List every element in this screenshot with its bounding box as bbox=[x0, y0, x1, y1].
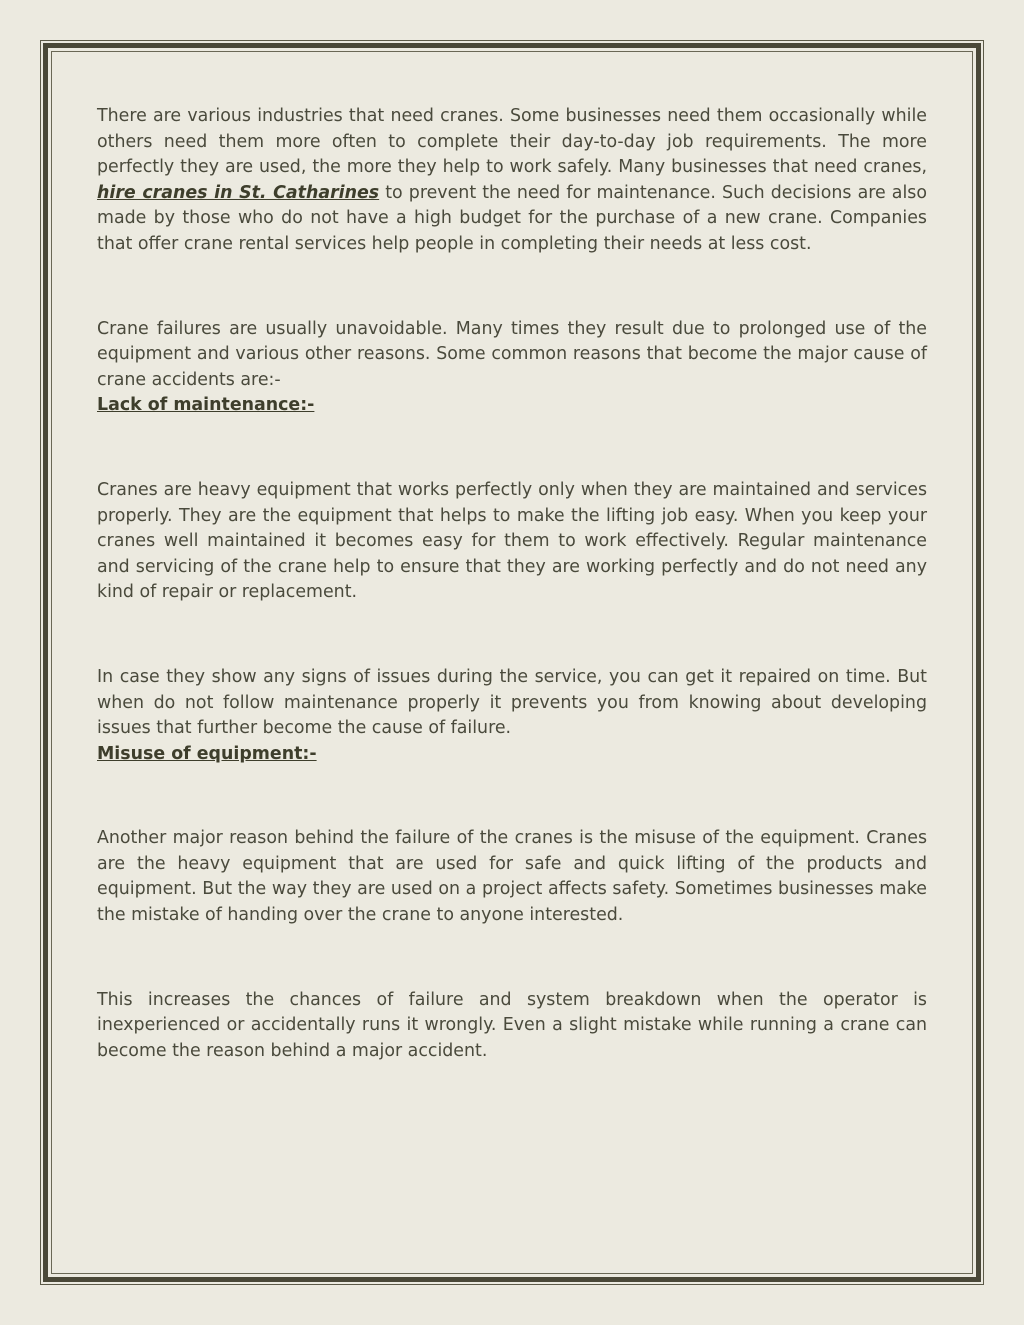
document-body bbox=[97, 104, 927, 1064]
operator-paragraph: This increases the chances of failure and system breakdown when the operator is inexperienced or accidentally runs it wrongly. Even a slight mistake while running a crane can become the reason behind a major accident. bbox=[97, 989, 927, 1061]
intro-text-after-link: to prevent the need for maintenance. Such decisions are also made by those who do not have a high budget for the purchase of a new crane. Companies that offer crane rental services help people in completing their needs at less cost. bbox=[97, 182, 927, 254]
misuse-paragraph: Another major reason behind the failure of the cranes is the misuse of the equipment. Cranes are the heavy equipment that are used for safe and quick lifting of the products and equipment. But the way they are used on a project affects safety. Sometimes businesses make the mistake of handing over the crane to anyone interested. bbox=[97, 828, 927, 926]
crane-failures-paragraph: Crane failures are usually unavoidable. Many times they result due to prolonged use of the equipment and various other reasons. Some common reasons that become the major cause of crane accidents are:- bbox=[97, 318, 927, 390]
intro-text-before-link: There are various industries that need cranes. Some businesses need them occasionally while others need them more often to complete their day-to-day job requirements. The more perfectly they are used, the more they help to work safely. Many businesses that need cranes, bbox=[97, 106, 927, 178]
intro-paragraph bbox=[97, 104, 927, 258]
service-issues-paragraph: In case they show any signs of issues during the service, you can get it repaired on time. But when do not follow maintenance properly it prevents you from knowing about developing issues that further become the cause of failure. bbox=[97, 666, 927, 739]
maintenance-paragraph: Cranes are heavy equipment that works perfectly only when they are maintained and services properly. They are the equipment that helps to make the lifting job easy. When you keep your cranes well maintained it becomes easy for them to work effectively. Regular maintenance and servicing of the crane help to ensure that they are working perfectly and do not need any kind of repair or replacement. bbox=[97, 479, 927, 603]
heading-lack-of-maintenance: Lack of maintenance:- bbox=[97, 395, 315, 416]
hire-cranes-link[interactable]: hire cranes in St. Catharines bbox=[97, 182, 380, 203]
heading-misuse-of-equipment: Misuse of equipment:- bbox=[97, 743, 317, 764]
